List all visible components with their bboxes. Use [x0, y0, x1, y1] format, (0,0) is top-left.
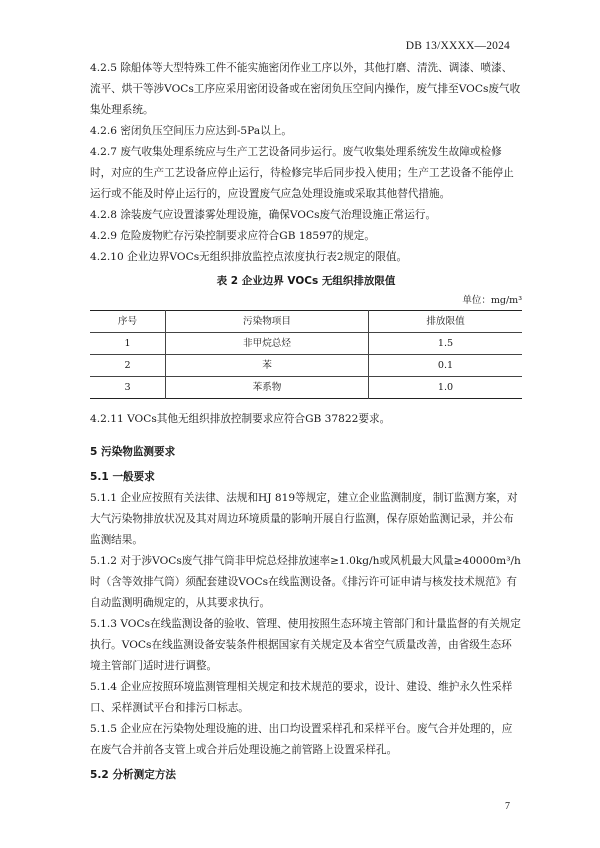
clause-4-2-9: 4.2.9 危险废物贮存污染控制要求应符合GB 18597的规定。	[90, 230, 375, 242]
table-cell: 1.0	[369, 377, 523, 399]
table-row	[90, 355, 522, 377]
document-code: DB 13/XXXX—2024	[405, 40, 510, 52]
page-number: 7	[505, 801, 510, 812]
table-cell: 1.5	[369, 333, 523, 355]
table-cell: 2	[90, 355, 166, 377]
clause-4-2-5: 4.2.5 除船体等大型特殊工件不能实施密闭作业工序以外，其他打磨、清洗、调漆、喷漆、流平、烘干等涉VOCs工序应采用密闭设备或在密闭负压空间内操作，废气排至VOCs废气收集处理系统。	[90, 62, 521, 116]
table-row	[90, 377, 522, 399]
clause-4-2-10: 4.2.10 企业边界VOCs无组织排放监控点浓度执行表2规定的限值。	[90, 251, 408, 263]
table-caption: 表 2 企业边界 VOCs 无组织排放限值	[216, 275, 396, 287]
table-cell: 非甲烷总烃	[166, 333, 369, 355]
column-header: 排放限值	[369, 311, 523, 333]
emission-limits-table	[90, 310, 522, 399]
table-row	[90, 333, 522, 355]
section-5-2-title: 5.2 分析测定方法	[90, 769, 177, 781]
clause-4-2-11: 4.2.11 VOCs其他无组织排放控制要求应符合GB 37822要求。	[90, 413, 391, 425]
table-cell: 苯	[166, 355, 369, 377]
document-body	[90, 58, 522, 786]
clause-5-1-1: 5.1.1 企业应按照有关法律、法规和HJ 819等规定，建立企业监测制度，制订监测方案，对大气污染物排放状况及其对周边环境质量的影响开展自行监测，保存原始监测记录，并公布监测结果。	[90, 492, 518, 546]
clause-4-2-7: 4.2.7 废气收集处理系统应与生产工艺设备同步运行。废气收集处理系统发生故障或检修时，对应的生产工艺设备应停止运行，待检修完毕后同步投入使用；生产工艺设备不能停止运行或不能及时停止运行的，应设置废气应急处理设施或采取其他替代措施。	[90, 146, 514, 200]
section-5-title: 5 污染物监测要求	[90, 446, 176, 458]
table-header-row	[90, 311, 522, 333]
table-cell: 1	[90, 333, 166, 355]
table-cell: 苯系物	[166, 377, 369, 399]
table-cell: 0.1	[369, 355, 523, 377]
clause-5-1-5: 5.1.5 企业应在污染物处理设施的进、出口均设置采样孔和采样平台。废气合并处理的，应在废气合并前各支管上或合并后处理设施之前管路上设置采样孔。	[90, 723, 513, 756]
clause-5-1-2: 5.1.2 对于涉VOCs废气排气筒非甲烷总烃排放速率≥1.0kg/h或风机最大风量≥40000m³/h时（含等效排气筒）须配套建设VOCs在线监测设备。《排污许可证申请与核发技术规范》有自动监测明确规定的，从其要求执行。	[90, 555, 521, 609]
column-header: 污染物项目	[166, 311, 369, 333]
clause-5-1-4: 5.1.4 企业应按照环境监测管理相关规定和技术规范的要求，设计、建设、维护永久性采样口、采样测试平台和排污口标志。	[90, 681, 513, 714]
table-cell: 3	[90, 377, 166, 399]
column-header: 序号	[90, 311, 166, 333]
clause-4-2-8: 4.2.8 涂装废气应设置漆雾处理设施，确保VOCs废气治理设施正常运行。	[90, 209, 437, 221]
clause-4-2-6: 4.2.6 密闭负压空间压力应达到-5Pa以上。	[90, 125, 292, 137]
section-5-1-title: 5.1 一般要求	[90, 471, 155, 483]
clause-5-1-3: 5.1.3 VOCs在线监测设备的验收、管理、使用按照生态环境主管部门和计量监督的有关规定执行。VOCs在线监测设备安装条件根据国家有关规定及本省空气质量改善，由省级生态环境主管部门适时进行调整。	[90, 618, 521, 672]
table-unit: 单位：mg/m³	[462, 295, 522, 306]
